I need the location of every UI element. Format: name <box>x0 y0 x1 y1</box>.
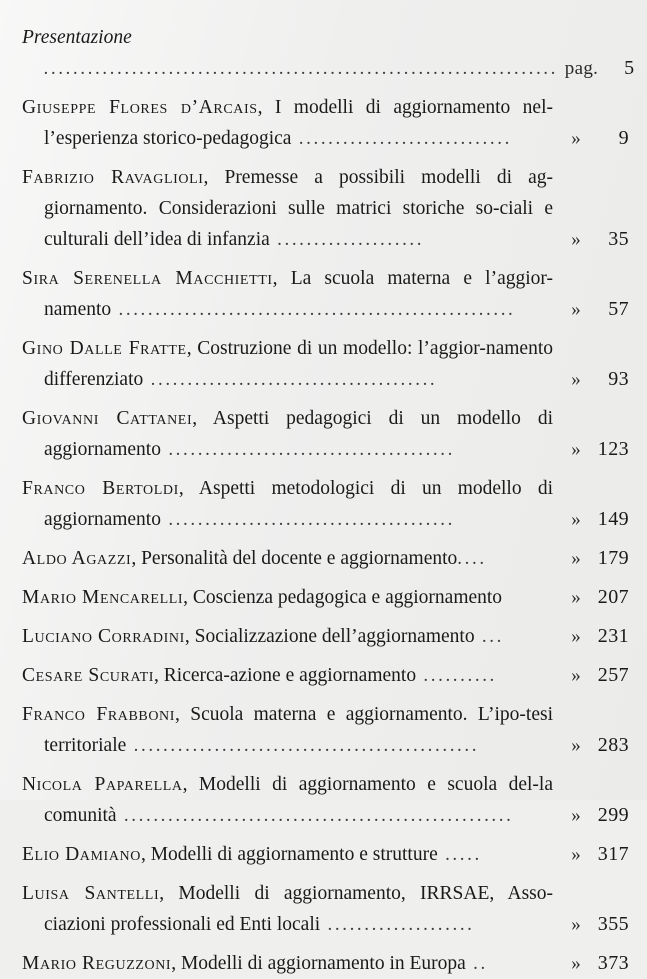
toc-entry-author: Luisa Santelli <box>22 883 159 904</box>
toc-entry-leader: ...................................................... <box>111 299 515 320</box>
toc-entry-title: , Modelli di aggiornamento e strutture <box>141 844 438 865</box>
toc-entry-page-number: 373 <box>593 948 647 979</box>
toc-entry[interactable] <box>0 582 647 613</box>
toc-entry[interactable] <box>0 22 647 84</box>
toc-entry-page-number: 149 <box>593 504 647 535</box>
toc-entry-page-number: 57 <box>593 294 647 325</box>
toc-entry-mark: » <box>559 839 593 870</box>
toc-entry[interactable] <box>0 621 647 652</box>
toc-list <box>0 22 647 979</box>
toc-entry-mark: » <box>559 948 593 979</box>
toc-entry[interactable] <box>0 333 647 395</box>
toc-entry[interactable] <box>0 543 647 574</box>
toc-entry-page-number: 207 <box>593 582 647 613</box>
toc-entry-leader: .................... <box>320 914 474 935</box>
toc-entry-author: Giovanni Cattanei <box>22 408 192 429</box>
toc-entry-mark: » <box>559 543 593 574</box>
toc-entry-text <box>0 403 559 465</box>
toc-entry-author: Cesare Scurati <box>22 665 154 686</box>
toc-entry-title: , Modelli di aggiornamento, IRRSAE, Asso-ciazioni professionali ed Enti locali <box>44 883 553 935</box>
toc-entry-page-number: 93 <box>593 364 647 395</box>
toc-entry-mark: » <box>559 730 593 761</box>
toc-entry-leader: .......... <box>416 665 497 686</box>
toc-entry-title: , I modelli di aggiornamento nel-l’esperienza storico-pedagogica <box>44 97 553 149</box>
toc-entry-page-number: 9 <box>593 123 647 154</box>
toc-entry-text <box>0 543 559 574</box>
toc-entry-title: , Modelli di aggiornamento in Europa <box>171 953 466 974</box>
toc-entry-page-number: 35 <box>593 224 647 255</box>
toc-entry-page-number: 179 <box>593 543 647 574</box>
toc-entry-page-number: 283 <box>593 730 647 761</box>
toc-entry-title: , Aspetti metodologici di un modello di aggiornamento <box>44 478 553 530</box>
toc-entry-text <box>0 162 559 255</box>
toc-entry-title: , La scuola materna e l’aggior-namento <box>44 268 553 320</box>
toc-entry-author: Luciano Corradini <box>22 626 185 647</box>
toc-entry-text <box>0 22 565 84</box>
toc-entry-leader: ..................................................... <box>117 805 514 826</box>
toc-entry-leader: ...................................................................... <box>44 58 559 79</box>
toc-entry-text <box>0 582 559 613</box>
toc-entry-mark: » <box>559 909 593 940</box>
toc-entry-title: , Scuola materna e aggiornamento. L’ipo-tesi territoriale <box>44 704 553 756</box>
toc-entry[interactable] <box>0 403 647 465</box>
toc-entry-text <box>0 621 559 652</box>
toc-entry-mark: » <box>559 800 593 831</box>
toc-entry-page-number: 355 <box>593 909 647 940</box>
toc-entry-page-number: 299 <box>593 800 647 831</box>
toc-entry-leader: .. <box>466 953 488 974</box>
toc-entry-mark: » <box>559 224 593 255</box>
toc-entry-title: , Modelli di aggiornamento e scuola del-la comunità <box>44 774 553 826</box>
toc-entry[interactable] <box>0 263 647 325</box>
toc-entry-title: , Premesse a possibili modelli di ag-giornamento. Considerazioni sulle matrici storiche so-ciali e culturali dell’idea di infanzia <box>44 167 553 250</box>
toc-entry-text <box>0 948 559 979</box>
toc-entry-author: Mario Reguzzoni <box>22 953 171 974</box>
toc-entry-leader: ....................................... <box>161 509 455 530</box>
toc-entry-mark: » <box>559 364 593 395</box>
toc-entry-mark: pag. <box>565 53 599 84</box>
toc-entry-text <box>0 660 559 691</box>
toc-entry-text <box>0 699 559 761</box>
toc-entry-author: Nicola Paparella <box>22 774 183 795</box>
toc-entry[interactable] <box>0 162 647 255</box>
toc-entry-mark: » <box>559 582 593 613</box>
toc-entry-author: Franco Frabboni <box>22 704 175 725</box>
toc-entry-text <box>0 769 559 831</box>
toc-entry-leader: ............................................... <box>126 735 479 756</box>
toc-entry-text <box>0 839 559 870</box>
toc-entry-page-number: 257 <box>593 660 647 691</box>
toc-entry-mark: » <box>559 294 593 325</box>
toc-entry-author: Mario Mencarelli <box>22 587 183 608</box>
toc-entry[interactable] <box>0 699 647 761</box>
toc-entry-text <box>0 333 559 395</box>
toc-entry-mark: » <box>559 434 593 465</box>
toc-entry-text <box>0 878 559 940</box>
toc-entry-text <box>0 92 559 154</box>
toc-entry-leader: .... <box>457 548 486 569</box>
toc-entry-title: , Ricerca-azione e aggiornamento <box>154 665 416 686</box>
toc-entry[interactable] <box>0 769 647 831</box>
toc-entry-author: Gino Dalle Fratte <box>22 338 187 359</box>
toc-entry-mark: » <box>559 621 593 652</box>
toc-entry-title: , Socializzazione dell’aggiornamento <box>185 626 475 647</box>
toc-entry-leader: ....................................... <box>143 369 437 390</box>
toc-entry-leader: ..... <box>438 844 482 865</box>
toc-entry-mark: » <box>559 660 593 691</box>
toc-entry-page-number: 231 <box>593 621 647 652</box>
toc-entry-author: Franco Bertoldi <box>22 478 179 499</box>
toc-entry-leader: ....................................... <box>161 439 455 460</box>
toc-entry-title: , Personalità del docente e aggiornamento <box>131 548 457 569</box>
toc-entry[interactable] <box>0 660 647 691</box>
toc-entry-page-number: 5 <box>599 53 647 84</box>
toc-entry-author: Giuseppe Flores d’Arcais <box>22 97 258 118</box>
toc-entry-title: , Costruzione di un modello: l’aggior-namento differenziato <box>44 338 553 390</box>
toc-entry-author: Aldo Agazzi <box>22 548 131 569</box>
toc-entry[interactable] <box>0 839 647 870</box>
toc-entry-author: Sira Serenella Macchietti <box>22 268 273 289</box>
toc-entry-leader: ............................. <box>291 128 512 149</box>
toc-entry-title: , Aspetti pedagogici di un modello di aggiornamento <box>44 408 553 460</box>
toc-entry-title: , Coscienza pedagogica e aggiornamento <box>183 587 502 608</box>
toc-entry-page-number: 317 <box>593 839 647 870</box>
toc-entry[interactable] <box>0 473 647 535</box>
toc-entry-leader: .................... <box>270 229 424 250</box>
toc-entry-leader: ... <box>475 626 504 647</box>
toc-entry-author: Elio Damiano <box>22 844 141 865</box>
toc-entry-page-number: 123 <box>593 434 647 465</box>
toc-entry[interactable] <box>0 92 647 154</box>
toc-entry-title: Presentazione <box>22 27 132 48</box>
toc-entry-text <box>0 263 559 325</box>
toc-entry-mark: » <box>559 123 593 154</box>
toc-entry[interactable] <box>0 948 647 979</box>
toc-entry-author: Fabrizio Ravaglioli <box>22 167 204 188</box>
toc-entry-text <box>0 473 559 535</box>
toc-entry-mark: » <box>559 504 593 535</box>
toc-entry[interactable] <box>0 878 647 940</box>
